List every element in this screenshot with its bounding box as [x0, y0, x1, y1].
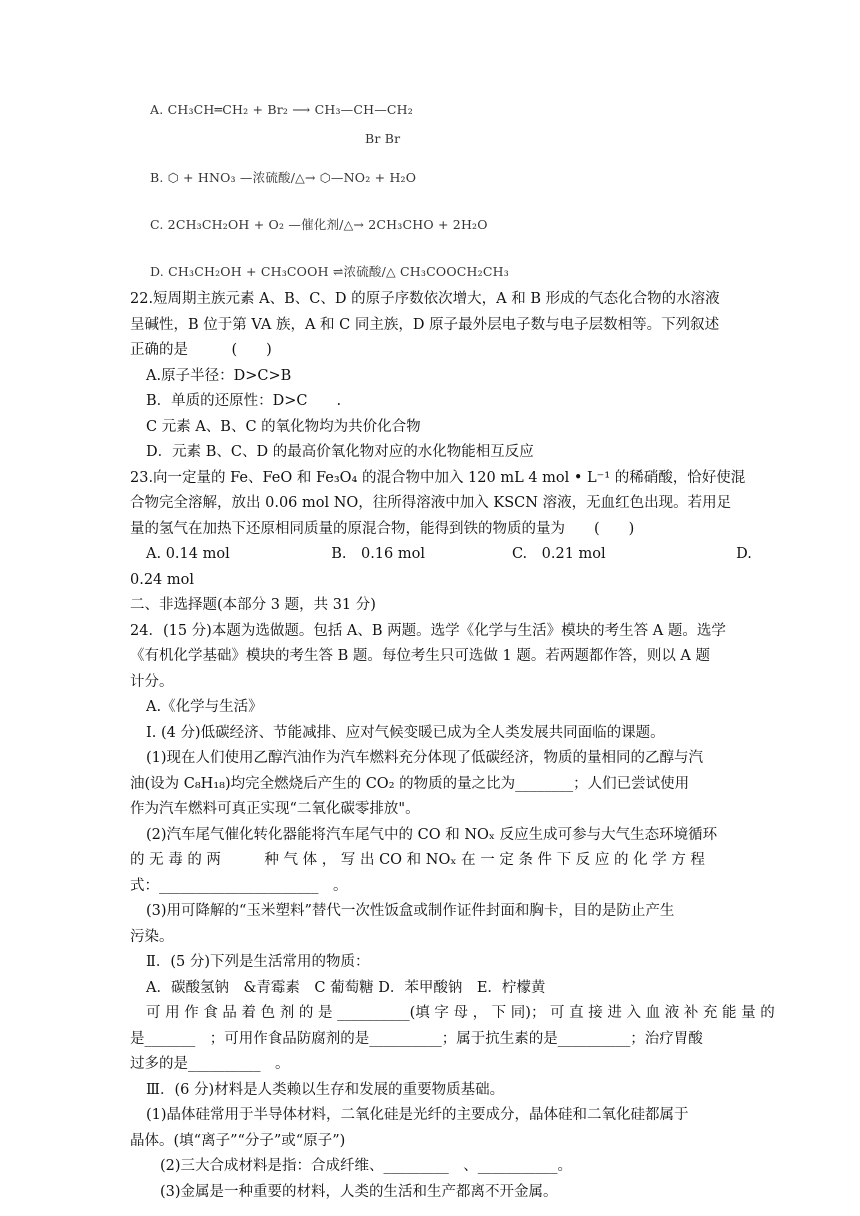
part-i-q2-line-1: (2)汽车尾气催化转化器能将汽车尾气中的 CO 和 NOₓ 反应生成可参与大气生态环境循环 — [146, 826, 718, 843]
part-i-title: Ⅰ. (4 分)低碳经济、节能减排、应对气候变暖已成为全人类发展共同面临的课题。 — [146, 724, 665, 741]
question-text — [130, 287, 775, 1205]
q23-option-d-value: 0.24 mol — [130, 571, 195, 588]
q22-option-c: C 元素 A、B、C 的氧化物均为共价化合物 — [146, 418, 421, 435]
q22-option-b: B．单质的还原性：D>C . — [146, 393, 342, 409]
part-i-q2-line-2: 的 无 毒 的 两 种 气 体 ， 写 出 CO 和 NOₓ 在 一 定 条 件 下 反 应 的 化 学 方 程 — [130, 852, 705, 868]
part-iii-q1-line-2: 晶体。(填“离子”“分子”或“原子”) — [130, 1132, 346, 1149]
part-i-q1-line-3: 作为汽车燃料可真正实现“二氧化碳零排放"。 — [130, 801, 420, 817]
part-ii-line-2: 是_______ ；可用作食品防腐剂的是__________；属于抗生素的是__________；治疗胃酸 — [130, 1030, 703, 1047]
section-heading: 二、非选择题(本部分 3 题，共 31 分) — [130, 597, 376, 613]
q22-option-a: A.原子半径：D>C>B — [146, 367, 292, 384]
part-iii-q2: (2)三大合成材料是指：合成纤维、_________ 、___________。 — [160, 1158, 573, 1174]
part-a-title: A.《化学与生活》 — [146, 699, 263, 715]
reaction-option-a: A. CH₃CH═CH₂ + Br₂ ⟶ CH₃—CH—CH₂ — [150, 102, 413, 117]
part-i-q3-line-2: 污染。 — [130, 928, 174, 945]
part-iii-q1-line-1: (1)晶体硅常用于半导体材料，二氧化硅是光纤的主要成分，晶体硅和二氧化硅都属于 — [146, 1107, 689, 1123]
reaction-option-c: C. 2CH₃CH₂OH + O₂ —催化剂/△→ 2CH₃CHO + 2H₂O — [150, 217, 488, 232]
part-iii-title: Ⅲ．(6 分)材料是人类赖以生存和发展的重要物质基础。 — [146, 1081, 505, 1098]
q22-line-1: 22.短周期主族元素 A、B、C、D 的原子序数依次增大，A 和 B 形成的气态化合物的水溶液 — [130, 291, 720, 307]
q23-line-2: 合物完全溶解，放出 0.06 mol NO，往所得溶液中加入 KSCN 溶液，无血红色出现。若用足 — [130, 495, 732, 511]
q24-line-2: 《有机化学基础》模块的考生答 B 题。每位考生只可选做 1 题。若两题都作答，则以 A 题 — [130, 648, 711, 664]
q22-option-d: D．元素 B、C、D 的最高价氧化物对应的水化物能相互反应 — [146, 444, 534, 460]
reaction-option-b: B. ⬡ + HNO₃ —浓硫酸/△→ ⬡—NO₂ + H₂O — [150, 170, 417, 185]
part-i-q1-line-2: 油(设为 C₈H₁₈)均完全燃烧后产生的 CO₂ 的物质的量之比为________；人们已尝试使用 — [130, 775, 690, 792]
part-i-q3-line-1: (3)用可降解的“玉米塑料”替代一次性饭盒或制作证件封面和胸卡，目的是防止产生 — [146, 903, 675, 919]
q24-line-1: 24．(15 分)本题为选做题。包括 A、B 两题。选学《化学与生活》模块的考生答 A 题。选学 — [130, 622, 726, 639]
reaction-option-d: D. CH₃CH₂OH + CH₃COOH ⇌浓硫酸/△ CH₃COOCH₂CH₃ — [150, 264, 509, 279]
q22-line-2: 呈碱性，B 位于第 VA 族，A 和 C 同主族，D 原子最外层电子数与电子层数相等。下列叙述 — [130, 316, 720, 333]
part-ii-options: A．碳酸氢钠 &青霉素 C 葡萄糖 D．苯甲酸钠 E．柠檬黄 — [146, 979, 546, 996]
reaction-option-a-substituents: Br Br — [365, 131, 401, 146]
part-i-q1-line-1: (1)现在人们使用乙醇汽油作为汽车燃料充分体现了低碳经济，物质的量相同的乙醇与汽 — [146, 750, 704, 766]
q23-options: A. 0.14 mol B. 0.16 mol C. 0.21 mol D. — [146, 546, 752, 562]
q22-line-3: 正确的是 ( ) — [130, 342, 272, 358]
part-ii-line-1: 可 用 作 食 品 着 色 剂 的 是 __________(填 字 母 ， 下 同)； 可 直 接 进 入 血 液 补 充 能 量 的 — [146, 1005, 775, 1021]
part-iii-q3: (3)金属是一种重要的材料，人类的生活和生产都离不开金属。 — [160, 1183, 558, 1200]
q23-line-3: 量的氢气在加热下还原相同质量的原混合物，能得到铁的物质的量为 ( ) — [130, 520, 635, 537]
part-ii-line-3: 过多的是__________ 。 — [130, 1056, 290, 1072]
part-i-q2-line-3: 式：______________________ 。 — [130, 877, 348, 894]
q23-line-1: 23.向一定量的 Fe、FeO 和 Fe₃O₄ 的混合物中加入 120 mL 4 mol • L⁻¹ 的稀硝酸，恰好使混 — [130, 469, 746, 486]
part-ii-title: Ⅱ．(5 分)下列是生活常用的物质： — [146, 954, 370, 970]
q24-line-3: 计分。 — [130, 673, 174, 690]
